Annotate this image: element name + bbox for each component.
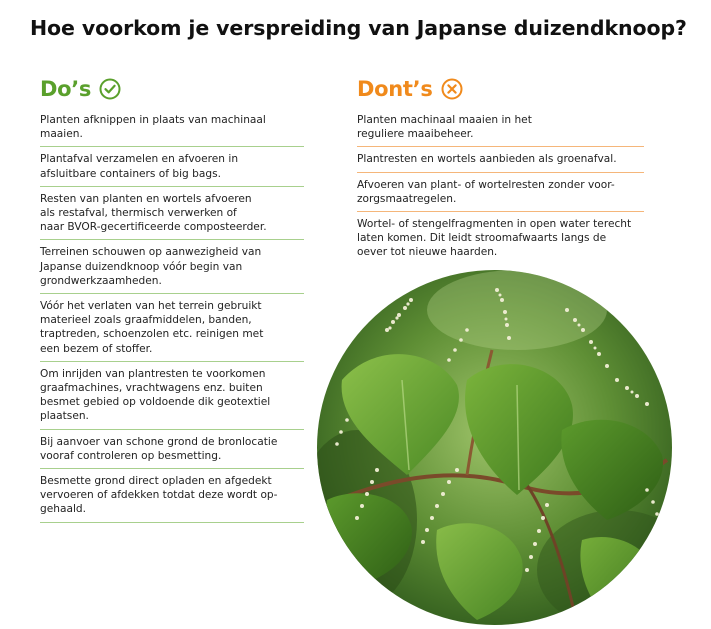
knotweed-photo <box>317 270 672 625</box>
donts-item: Planten machinaal maaien in het reguliere maaibeheer. <box>357 110 644 147</box>
dos-list <box>40 110 304 523</box>
dos-item: Resten van planten en wortels afvoeren als restafval, thermisch verwerken of naar BVOR-gecertificeerde composteerder. <box>40 187 304 241</box>
dos-item: Plantafval verzamelen en afvoeren in afsluitbare containers of big bags. <box>40 147 304 186</box>
donts-item: Plantresten en wortels aanbieden als groenafval. <box>357 147 644 172</box>
page-title: Hoe voorkom je verspreiding van Japanse duizendknoop? <box>30 16 687 40</box>
dos-header <box>40 72 304 106</box>
dos-item: Bij aanvoer van schone grond de bronlocatie vooraf controleren op besmetting. <box>40 430 304 469</box>
dos-column <box>40 72 304 523</box>
dos-heading: Do’s <box>40 77 92 101</box>
dos-item: Planten afknippen in plaats van machinaal maaien. <box>40 110 304 147</box>
donts-item: Wortel- of stengelfragmenten in open water terecht laten komen. Dit leidt stroomafwaarts langs de oever tot nieuwe haarden. <box>357 218 632 259</box>
dos-item: Vóór het verlaten van het terrein gebruikt materieel zoals graafmiddelen, banden, traptreden, schoenzolen etc. reinigen met een bezem of stoffer. <box>40 294 304 362</box>
donts-item: Afvoeren van plant- of wortelresten zonder voor- zorgsmaatregelen. <box>357 173 644 212</box>
check-circle-icon <box>99 78 121 100</box>
donts-header <box>357 72 644 106</box>
donts-list <box>357 110 644 265</box>
donts-heading: Dont’s <box>357 77 433 101</box>
dos-item: Besmette grond direct opladen en afgedekt vervoeren of afdekken totdat deze wordt op- gehaald. <box>40 469 304 523</box>
donts-column <box>357 72 644 265</box>
dos-item: Om inrijden van plantresten te voorkomen graafmachines, vrachtwagens enz. buiten besmet gebied op voldoende dik geotextiel plaatsen. <box>40 362 304 430</box>
x-circle-icon <box>441 78 463 100</box>
dos-item: Terreinen schouwen op aanwezigheid van Japanse duizendknoop vóór begin van grondwerkzaamheden. <box>40 240 304 294</box>
